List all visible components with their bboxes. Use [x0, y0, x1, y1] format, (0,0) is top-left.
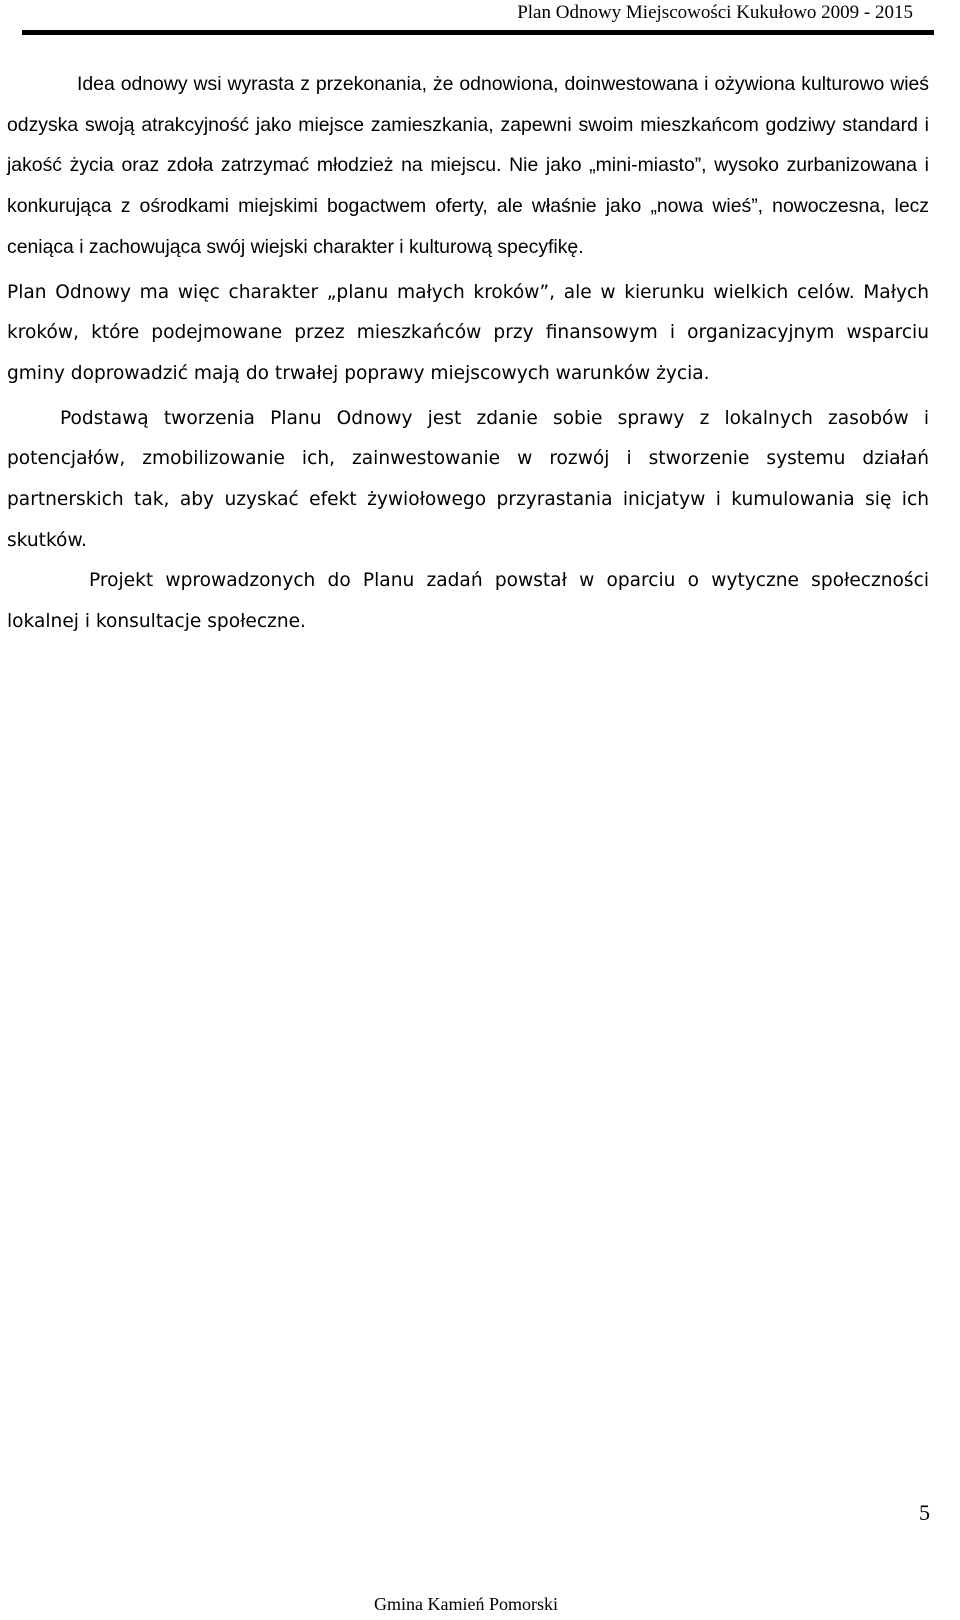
paragraph-idea-odnowy: Idea odnowy wsi wyrasta z przekonania, że odnowiona, doinwestowana i ożywiona kulturowo wieś odzyska swoją atrakcyjność jako miejsce zamieszkania, zapewni swoim mieszkańcom godziwy standard i jakość życia oraz zdoła zatrzymać młodzież na miejscu. Nie jako „mini-miasto”, wysoko zurbanizowana i konkurująca z ośrodkami miejskimi bogactwem oferty, ale właśnie jako „nowa wieś”, nowoczesna, lecz ceniąca i zachowująca swój wiejski charakter i kulturową specyfikę. — [7, 73, 929, 258]
paragraph-plan-charakter: Plan Odnowy ma więc charakter „planu małych kroków”, ale w kierunku wielkich celów. Małych kroków, które podejmowane przez mieszkańców przy finansowym i organizacyjnym wsparciu gminy doprowadzić mają do trwałej poprawy miejscowych warunków życia. — [7, 281, 929, 384]
page-header — [0, 0, 960, 40]
page-number: 5 — [919, 1500, 930, 1525]
footer-text: Gmina Kamień Pomorski — [374, 1594, 558, 1614]
document-body — [7, 64, 929, 643]
header-title: Plan Odnowy Miejscowości Kukułowo 2009 - 2015 — [517, 2, 913, 23]
paragraph-podstawa-tworzenia: Podstawą tworzenia Planu Odnowy jest zdanie sobie sprawy z lokalnych zasobów i potencjałów, zmobilizowanie ich, zainwestowanie w rozwój i stworzenie systemu działań partnerskich tak, aby uzyskać efekt żywiołowego przyrastania inicjatyw i kumulowania się ich skutków. — [7, 407, 929, 551]
paragraph-projekt-zadan: Projekt wprowadzonych do Planu zadań powstał w oparciu o wytyczne społeczności lokalnej i konsultacje społeczne. — [7, 570, 929, 633]
page-footer — [0, 1592, 960, 1616]
header-rule — [22, 30, 934, 35]
